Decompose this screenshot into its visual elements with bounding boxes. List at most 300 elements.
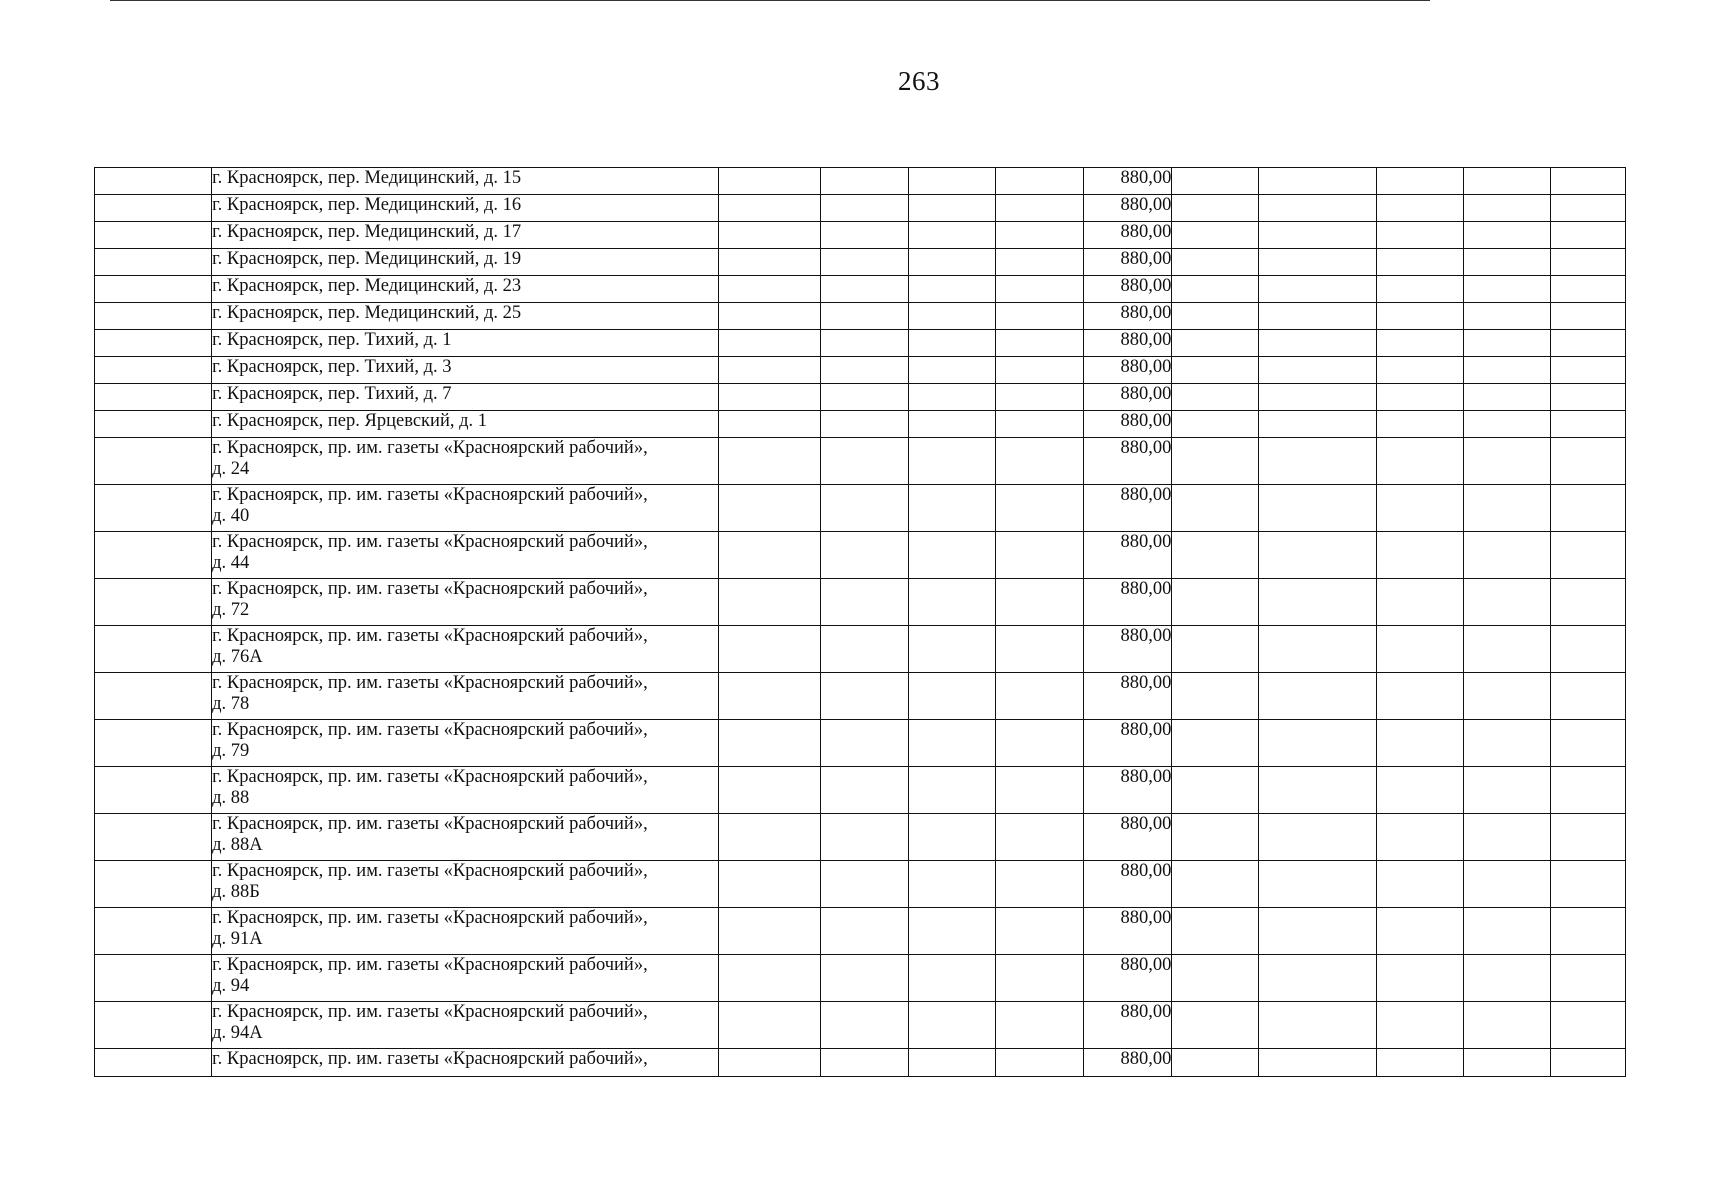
empty-cell <box>1550 955 1625 1002</box>
address-cell <box>212 249 719 276</box>
table-row <box>95 720 1626 767</box>
empty-cell <box>718 222 820 249</box>
empty-cell <box>1463 532 1550 579</box>
empty-cell <box>1463 303 1550 330</box>
empty-cell <box>820 532 908 579</box>
empty-cell <box>718 485 820 532</box>
empty-cell <box>996 303 1084 330</box>
empty-cell <box>996 908 1084 955</box>
price-cell: 880,00 <box>1084 720 1172 767</box>
price-cell: 880,00 <box>1084 222 1172 249</box>
empty-cell <box>1463 195 1550 222</box>
empty-cell <box>1259 195 1376 222</box>
empty-cell <box>820 357 908 384</box>
empty-cell <box>996 411 1084 438</box>
empty-cell <box>1376 384 1463 411</box>
house-number-line: д. 40 <box>212 506 250 526</box>
empty-cell <box>1550 861 1625 908</box>
empty-cell <box>909 626 996 673</box>
empty-cell <box>1259 411 1376 438</box>
empty-cell <box>1172 720 1259 767</box>
price-cell: 880,00 <box>1084 908 1172 955</box>
empty-cell <box>1550 276 1625 303</box>
empty-cell <box>1463 767 1550 814</box>
empty-cell <box>1172 1049 1259 1077</box>
page-number: 263 <box>898 66 940 96</box>
empty-cell <box>1550 485 1625 532</box>
empty-cell <box>718 673 820 720</box>
address-line: г. Красноярск, пр. им. газеты «Красноярский рабочий», <box>212 579 648 599</box>
address-line: г. Красноярск, пер. Тихий, д. 7 <box>212 384 452 404</box>
table-row <box>95 767 1626 814</box>
address-cell <box>212 222 719 249</box>
address-line: г. Красноярск, пер. Тихий, д. 3 <box>212 357 452 377</box>
address-cell <box>212 673 719 720</box>
empty-cell <box>1172 767 1259 814</box>
house-number-line: д. 72 <box>212 600 250 620</box>
empty-cell <box>1463 1049 1550 1077</box>
empty-cell <box>95 330 212 357</box>
empty-cell <box>909 276 996 303</box>
empty-cell <box>909 1049 996 1077</box>
empty-cell <box>95 767 212 814</box>
empty-cell <box>909 861 996 908</box>
empty-cell <box>1172 955 1259 1002</box>
empty-cell <box>95 303 212 330</box>
empty-cell <box>996 861 1084 908</box>
empty-cell <box>1172 276 1259 303</box>
empty-cell <box>909 438 996 485</box>
address-line: г. Красноярск, пр. им. газеты «Красноярский рабочий», <box>212 720 648 740</box>
table-row <box>95 276 1626 303</box>
empty-cell <box>1463 168 1550 195</box>
empty-cell <box>718 195 820 222</box>
empty-cell <box>95 249 212 276</box>
address-cell <box>212 1002 719 1049</box>
empty-cell <box>1172 195 1259 222</box>
empty-cell <box>1172 579 1259 626</box>
empty-cell <box>996 357 1084 384</box>
empty-cell <box>1376 357 1463 384</box>
empty-cell <box>718 861 820 908</box>
empty-cell <box>95 195 212 222</box>
address-tariff-table <box>94 167 1626 1077</box>
empty-cell <box>996 720 1084 767</box>
price-cell: 880,00 <box>1084 814 1172 861</box>
price-cell: 880,00 <box>1084 330 1172 357</box>
empty-cell <box>1172 438 1259 485</box>
address-line: г. Красноярск, пр. им. газеты «Красноярский рабочий», <box>212 485 648 505</box>
empty-cell <box>1550 438 1625 485</box>
empty-cell <box>1550 1002 1625 1049</box>
empty-cell <box>1376 1002 1463 1049</box>
empty-cell <box>820 955 908 1002</box>
empty-cell <box>95 1049 212 1077</box>
empty-cell <box>1463 222 1550 249</box>
empty-cell <box>95 861 212 908</box>
empty-cell <box>820 384 908 411</box>
empty-cell <box>1376 673 1463 720</box>
table-row <box>95 438 1626 485</box>
empty-cell <box>1376 720 1463 767</box>
empty-cell <box>1376 485 1463 532</box>
empty-cell <box>95 720 212 767</box>
address-cell <box>212 955 719 1002</box>
house-number-line: д. 88Б <box>212 882 260 902</box>
empty-cell <box>1259 532 1376 579</box>
house-number-line: д. 91А <box>212 929 263 949</box>
empty-cell <box>1550 303 1625 330</box>
empty-cell <box>1550 814 1625 861</box>
address-cell <box>212 303 719 330</box>
empty-cell <box>1463 720 1550 767</box>
empty-cell <box>820 1049 908 1077</box>
empty-cell <box>1463 411 1550 438</box>
empty-cell <box>909 222 996 249</box>
table-row <box>95 330 1626 357</box>
house-number-line: д. 94 <box>212 976 250 996</box>
table-row <box>95 195 1626 222</box>
empty-cell <box>95 168 212 195</box>
table-row <box>95 579 1626 626</box>
empty-cell <box>1172 357 1259 384</box>
address-cell <box>212 357 719 384</box>
empty-cell <box>1376 438 1463 485</box>
house-number-line: д. 24 <box>212 459 250 479</box>
empty-cell <box>1376 532 1463 579</box>
empty-cell <box>820 303 908 330</box>
empty-cell <box>718 384 820 411</box>
empty-cell <box>909 767 996 814</box>
empty-cell <box>1172 303 1259 330</box>
empty-cell <box>1550 767 1625 814</box>
empty-cell <box>909 908 996 955</box>
empty-cell <box>1463 357 1550 384</box>
empty-cell <box>1550 249 1625 276</box>
empty-cell <box>1259 249 1376 276</box>
table-row <box>95 222 1626 249</box>
empty-cell <box>718 276 820 303</box>
empty-cell <box>1463 673 1550 720</box>
empty-cell <box>95 955 212 1002</box>
empty-cell <box>718 955 820 1002</box>
table-row <box>95 626 1626 673</box>
empty-cell <box>820 908 908 955</box>
empty-cell <box>909 330 996 357</box>
empty-cell <box>95 626 212 673</box>
empty-cell <box>996 955 1084 1002</box>
empty-cell <box>820 222 908 249</box>
empty-cell <box>820 249 908 276</box>
address-line: г. Красноярск, пр. им. газеты «Красноярский рабочий», <box>212 767 648 787</box>
empty-cell <box>1376 1049 1463 1077</box>
empty-cell <box>1376 195 1463 222</box>
address-line: г. Красноярск, пр. им. газеты «Красноярский рабочий», <box>212 1002 648 1022</box>
empty-cell <box>1376 249 1463 276</box>
empty-cell <box>1550 532 1625 579</box>
empty-cell <box>95 908 212 955</box>
empty-cell <box>1172 249 1259 276</box>
house-number-line: д. 76А <box>212 647 263 667</box>
address-line: г. Красноярск, пер. Медицинский, д. 23 <box>212 276 522 296</box>
empty-cell <box>996 767 1084 814</box>
table-row <box>95 532 1626 579</box>
address-line: г. Красноярск, пр. им. газеты «Красноярский рабочий», <box>212 955 648 975</box>
address-line: г. Красноярск, пер. Тихий, д. 1 <box>212 330 452 350</box>
table-row <box>95 485 1626 532</box>
empty-cell <box>1463 276 1550 303</box>
address-cell <box>212 720 719 767</box>
empty-cell <box>996 438 1084 485</box>
empty-cell <box>820 485 908 532</box>
empty-cell <box>909 168 996 195</box>
empty-cell <box>1463 330 1550 357</box>
empty-cell <box>1463 908 1550 955</box>
price-cell: 880,00 <box>1084 861 1172 908</box>
empty-cell <box>909 532 996 579</box>
address-line: г. Красноярск, пер. Медицинский, д. 25 <box>212 303 522 323</box>
table-row <box>95 1002 1626 1049</box>
empty-cell <box>1463 384 1550 411</box>
empty-cell <box>1259 908 1376 955</box>
address-cell <box>212 626 719 673</box>
price-cell: 880,00 <box>1084 411 1172 438</box>
empty-cell <box>718 249 820 276</box>
address-cell <box>212 767 719 814</box>
house-number-line: д. 88 <box>212 788 250 808</box>
address-cell <box>212 814 719 861</box>
table-row <box>95 1049 1626 1077</box>
empty-cell <box>718 357 820 384</box>
empty-cell <box>1550 384 1625 411</box>
empty-cell <box>996 579 1084 626</box>
table-body <box>95 168 1626 1077</box>
empty-cell <box>1376 861 1463 908</box>
price-cell: 880,00 <box>1084 1002 1172 1049</box>
empty-cell <box>820 720 908 767</box>
empty-cell <box>1259 485 1376 532</box>
empty-cell <box>1550 168 1625 195</box>
empty-cell <box>909 814 996 861</box>
empty-cell <box>1550 720 1625 767</box>
empty-cell <box>1172 814 1259 861</box>
empty-cell <box>909 485 996 532</box>
address-cell <box>212 276 719 303</box>
price-cell: 880,00 <box>1084 767 1172 814</box>
empty-cell <box>718 767 820 814</box>
empty-cell <box>1376 626 1463 673</box>
empty-cell <box>1259 673 1376 720</box>
empty-cell <box>909 720 996 767</box>
empty-cell <box>1172 485 1259 532</box>
empty-cell <box>1550 1049 1625 1077</box>
empty-cell <box>1259 168 1376 195</box>
empty-cell <box>718 303 820 330</box>
empty-cell <box>718 720 820 767</box>
empty-cell <box>1550 579 1625 626</box>
empty-cell <box>996 532 1084 579</box>
empty-cell <box>1550 222 1625 249</box>
empty-cell <box>820 168 908 195</box>
empty-cell <box>95 673 212 720</box>
empty-cell <box>909 1002 996 1049</box>
empty-cell <box>1259 357 1376 384</box>
empty-cell <box>820 411 908 438</box>
empty-cell <box>996 626 1084 673</box>
table-row <box>95 357 1626 384</box>
empty-cell <box>718 411 820 438</box>
house-number-line: д. 94А <box>212 1023 263 1043</box>
empty-cell <box>1259 1002 1376 1049</box>
empty-cell <box>820 626 908 673</box>
empty-cell <box>1172 908 1259 955</box>
empty-cell <box>1376 222 1463 249</box>
empty-cell <box>909 411 996 438</box>
address-cell <box>212 195 719 222</box>
empty-cell <box>996 1002 1084 1049</box>
price-cell: 880,00 <box>1084 532 1172 579</box>
table-row <box>95 384 1626 411</box>
empty-cell <box>95 1002 212 1049</box>
address-line: г. Красноярск, пер. Медицинский, д. 16 <box>212 195 522 215</box>
empty-cell <box>1376 303 1463 330</box>
empty-cell <box>996 222 1084 249</box>
empty-cell <box>95 222 212 249</box>
address-cell <box>212 411 719 438</box>
empty-cell <box>1259 626 1376 673</box>
empty-cell <box>909 195 996 222</box>
address-line: г. Красноярск, пр. им. газеты «Красноярский рабочий», <box>212 861 648 881</box>
empty-cell <box>1376 276 1463 303</box>
empty-cell <box>996 195 1084 222</box>
empty-cell <box>909 955 996 1002</box>
empty-cell <box>718 330 820 357</box>
empty-cell <box>820 861 908 908</box>
address-cell <box>212 330 719 357</box>
address-cell <box>212 1049 719 1077</box>
price-cell: 880,00 <box>1084 195 1172 222</box>
empty-cell <box>1376 767 1463 814</box>
empty-cell <box>95 579 212 626</box>
address-line: г. Красноярск, пер. Ярцевский, д. 1 <box>212 411 488 431</box>
table-row <box>95 908 1626 955</box>
price-cell: 880,00 <box>1084 955 1172 1002</box>
address-line: г. Красноярск, пр. им. газеты «Красноярский рабочий», <box>212 908 648 928</box>
empty-cell <box>718 532 820 579</box>
empty-cell <box>996 485 1084 532</box>
empty-cell <box>95 532 212 579</box>
empty-cell <box>996 249 1084 276</box>
address-line: г. Красноярск, пр. им. газеты «Красноярский рабочий», <box>212 1049 648 1069</box>
table-row <box>95 955 1626 1002</box>
empty-cell <box>820 195 908 222</box>
empty-cell <box>909 303 996 330</box>
address-line: г. Красноярск, пер. Медицинский, д. 19 <box>212 249 522 269</box>
empty-cell <box>1463 1002 1550 1049</box>
empty-cell <box>1172 673 1259 720</box>
empty-cell <box>1376 579 1463 626</box>
empty-cell <box>1463 861 1550 908</box>
empty-cell <box>718 908 820 955</box>
price-cell: 880,00 <box>1084 168 1172 195</box>
price-cell: 880,00 <box>1084 249 1172 276</box>
empty-cell <box>718 1002 820 1049</box>
empty-cell <box>1259 330 1376 357</box>
empty-cell <box>820 767 908 814</box>
empty-cell <box>909 357 996 384</box>
empty-cell <box>718 814 820 861</box>
empty-cell <box>1376 814 1463 861</box>
empty-cell <box>95 357 212 384</box>
address-line: г. Красноярск, пр. им. газеты «Красноярский рабочий», <box>212 626 648 646</box>
empty-cell <box>1376 411 1463 438</box>
address-cell <box>212 532 719 579</box>
table-row <box>95 303 1626 330</box>
empty-cell <box>1550 330 1625 357</box>
empty-cell <box>1259 767 1376 814</box>
empty-cell <box>1550 357 1625 384</box>
address-line: г. Красноярск, пер. Медицинский, д. 17 <box>212 222 522 242</box>
price-cell: 880,00 <box>1084 303 1172 330</box>
house-number-line: д. 88А <box>212 835 263 855</box>
address-line: г. Красноярск, пр. им. газеты «Красноярский рабочий», <box>212 532 648 552</box>
empty-cell <box>820 330 908 357</box>
empty-cell <box>718 168 820 195</box>
empty-cell <box>820 579 908 626</box>
empty-cell <box>1259 720 1376 767</box>
address-cell <box>212 579 719 626</box>
table-row <box>95 861 1626 908</box>
empty-cell <box>909 673 996 720</box>
empty-cell <box>95 814 212 861</box>
empty-cell <box>718 626 820 673</box>
empty-cell <box>718 438 820 485</box>
empty-cell <box>909 384 996 411</box>
price-cell: 880,00 <box>1084 1049 1172 1077</box>
address-line: г. Красноярск, пр. им. газеты «Красноярский рабочий», <box>212 814 648 834</box>
empty-cell <box>1259 579 1376 626</box>
empty-cell <box>1259 955 1376 1002</box>
empty-cell <box>1376 908 1463 955</box>
house-number-line: д. 78 <box>212 694 250 714</box>
empty-cell <box>1550 195 1625 222</box>
empty-cell <box>1376 955 1463 1002</box>
top-border-line <box>110 0 1430 1</box>
empty-cell <box>95 485 212 532</box>
empty-cell <box>1172 532 1259 579</box>
empty-cell <box>1172 222 1259 249</box>
price-cell: 880,00 <box>1084 626 1172 673</box>
empty-cell <box>996 168 1084 195</box>
empty-cell <box>996 384 1084 411</box>
address-cell <box>212 485 719 532</box>
empty-cell <box>996 673 1084 720</box>
empty-cell <box>1259 303 1376 330</box>
price-cell: 880,00 <box>1084 579 1172 626</box>
price-cell: 880,00 <box>1084 485 1172 532</box>
empty-cell <box>1550 411 1625 438</box>
empty-cell <box>718 1049 820 1077</box>
empty-cell <box>1259 276 1376 303</box>
table-row <box>95 673 1626 720</box>
empty-cell <box>1463 626 1550 673</box>
table-row <box>95 249 1626 276</box>
empty-cell <box>1259 814 1376 861</box>
empty-cell <box>95 438 212 485</box>
empty-cell <box>996 814 1084 861</box>
empty-cell <box>1172 1002 1259 1049</box>
empty-cell <box>1172 411 1259 438</box>
